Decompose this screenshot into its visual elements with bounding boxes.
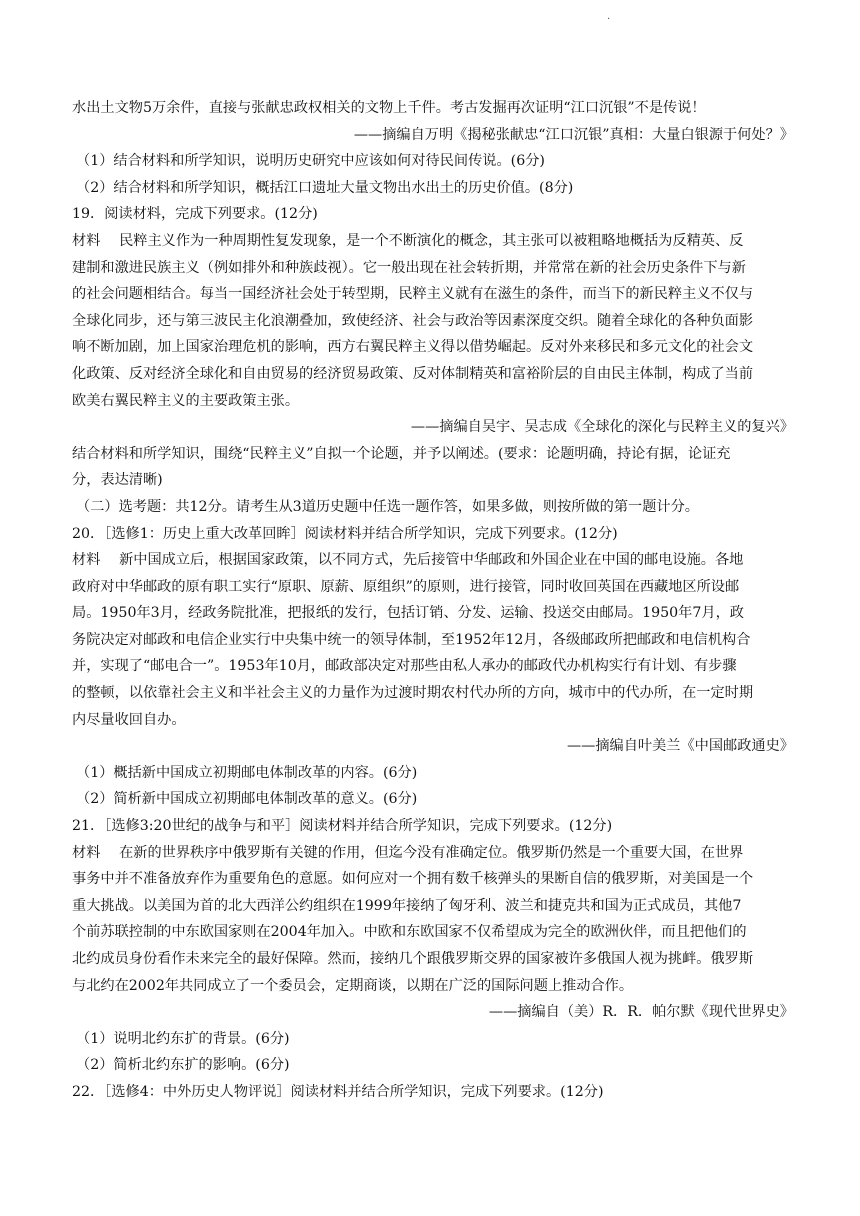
q21-material-line: 北约成员身份看作未来完全的最好保障。然而，接纳几个跟俄罗斯交界的国家被许多俄国人视为挑衅。俄罗斯 <box>72 951 754 967</box>
q19-material-line: 材料 民粹主义作为一种周期性复发现象，是一个不断演化的概念，其主张可以被粗略地概括为反精英、反 <box>72 232 744 249</box>
q19-task-line: 结合材料和所学知识，围绕“民粹主义”自拟一个论题，并予以阐述。(要求：论题明确，持论有据，论证充 <box>72 445 731 462</box>
q20-material-line: 务院决定对邮政和电信企业实行中央集中统一的领导体制，至1952年12月，各级邮政所把邮政和电信机构合 <box>72 631 751 648</box>
q19-material-line: 化政策、反对经济全球化和自由贸易的经济贸易政策、反对体制精英和富裕阶层的自由民主体制，构成了当前 <box>72 365 754 382</box>
q20-material-line: 政府对中华邮政的原有职工实行“原职、原薪、原组织”的原则，进行接管，同时收回英国在西藏地区所设邮 <box>72 578 740 595</box>
q20-sub1: （1）概括新中国成立初期邮电体制改革的内容。(6分) <box>76 764 418 781</box>
q19-material-line: 响不断加剧，加上国家治理危机的影响，西方右翼民粹主义得以借势崛起。反对外来移民和多元文化的社会文 <box>72 339 754 356</box>
q20-material-line: 并，实现了“邮电合一”。1953年10月，邮政部决定对那些由私人承办的邮政代办机构实行有计划、有步骤 <box>72 658 737 675</box>
q21-material-line: 重大挑战。以美国为首的北大西洋公约组织在1999年接纳了匈牙利、波兰和捷克共和国为正式成员，其他7 <box>72 897 742 914</box>
q21-sub2: （2）简析北约东扩的影响。(6分) <box>76 1057 290 1074</box>
q20-material-line: 的整顿，以依靠社会主义和半社会主义的力量作为过渡时期农村代办所的方向，城市中的代办所，在一定时期 <box>72 685 754 702</box>
q21-material-line: 与北约在2002年共同成立了一个委员会，定期商谈，以期在广泛的国际问题上推动合作。 <box>72 977 634 994</box>
section-2-heading: （二）选考题：共12分。请考生从3道历史题中任选一题作答，如果多做，则按所做的第一题计分。 <box>76 498 699 515</box>
q21-source: ——摘编自（美）R．R．帕尔默《现代世界史》 <box>488 1004 794 1021</box>
q18-sub1: （1）结合材料和所学知识，说明历史研究中应该如何对待民间传说。(6分) <box>76 153 545 170</box>
q18-material-tail: 水出土文物5万余件，直接与张献忠政权相关的文物上千件。考古发掘再次证明“江口沉银”不是传说！ <box>72 100 706 116</box>
q19-material-line: 全球化同步，还与第三波民主化浪潮叠加，致使经济、社会与政治等因素深度交织。随着全球化的各种负面影 <box>72 312 754 329</box>
q19-material-line: 建制和激进民族主义（例如排外和种族歧视）。它一般出现在社会转折期，并常常在新的社会历史条件下与新 <box>72 259 746 276</box>
exam-content <box>72 95 794 1106</box>
q19-source: ——摘编自吴宇、吴志成《全球化的深化与民粹主义的复兴》 <box>410 419 794 436</box>
q19-material-line: 欧美右翼民粹主义的主要政策主张。 <box>72 392 300 409</box>
q21-sub1: （1）说明北约东扩的背景。(6分) <box>76 1030 290 1047</box>
q19-title: 19．阅读材料，完成下列要求。(12分) <box>72 206 318 223</box>
q21-material-line: 事务中并不准备放弃作为重要角色的意愿。如何应对一个拥有数千核弹头的果断自信的俄罗斯，对美国是一个 <box>72 871 754 888</box>
q19-material-line: 的社会问题相结合。每当一国经济社会处于转型期，民粹主义就有在滋生的条件，而当下的新民粹主义不仅与 <box>72 286 754 303</box>
q20-material-line: 材料 新中国成立后，根据国家政策，以不同方式，先后接管中华邮政和外国企业在中国的邮电设施。各地 <box>72 552 744 569</box>
q20-material-line: 内尽量收回自办。 <box>72 711 186 728</box>
q18-sub2: （2）结合材料和所学知识，概括江口遗址大量文物出水出土的历史价值。(8分) <box>76 179 574 196</box>
q20-material-line: 局。1950年3月，经政务院批准，把报纸的发行，包括订销、分发、运输、投送交由邮局。1950年7月，政 <box>72 605 744 622</box>
q20-title: 20．［选修1：历史上重大改革回眸］阅读材料并结合所学知识，完成下列要求。(12分) <box>72 525 618 542</box>
q20-source: ——摘编自叶美兰《中国邮政通史》 <box>566 738 794 755</box>
q21-material-line: 个前苏联控制的中东欧国家则在2004年加入。中欧和东欧国家不仅希望成为完全的欧洲伙伴，而且把他们的 <box>72 924 747 941</box>
header-mark: · <box>607 14 611 25</box>
q21-title: 21．［选修3:20世纪的战争与和平］阅读材料并结合所学知识，完成下列要求。(12分) <box>72 818 613 835</box>
q20-sub2: （2）简析新中国成立初期邮电体制改革的意义。(6分) <box>76 791 418 808</box>
q19-task-line: 分，表达清晰) <box>72 472 163 489</box>
q18-source: ——摘编自万明《揭秘张献忠“江口沉银”真相：大量白银源于何处？》 <box>353 126 794 143</box>
q21-material-line: 材料 在新的世界秩序中俄罗斯有关键的作用，但迄今没有准确定位。俄罗斯仍然是一个重要大国，在世界 <box>72 844 744 861</box>
q22-title: 22．［选修4：中外历史人物评说］阅读材料并结合所学知识，完成下列要求。(12分) <box>72 1083 604 1100</box>
